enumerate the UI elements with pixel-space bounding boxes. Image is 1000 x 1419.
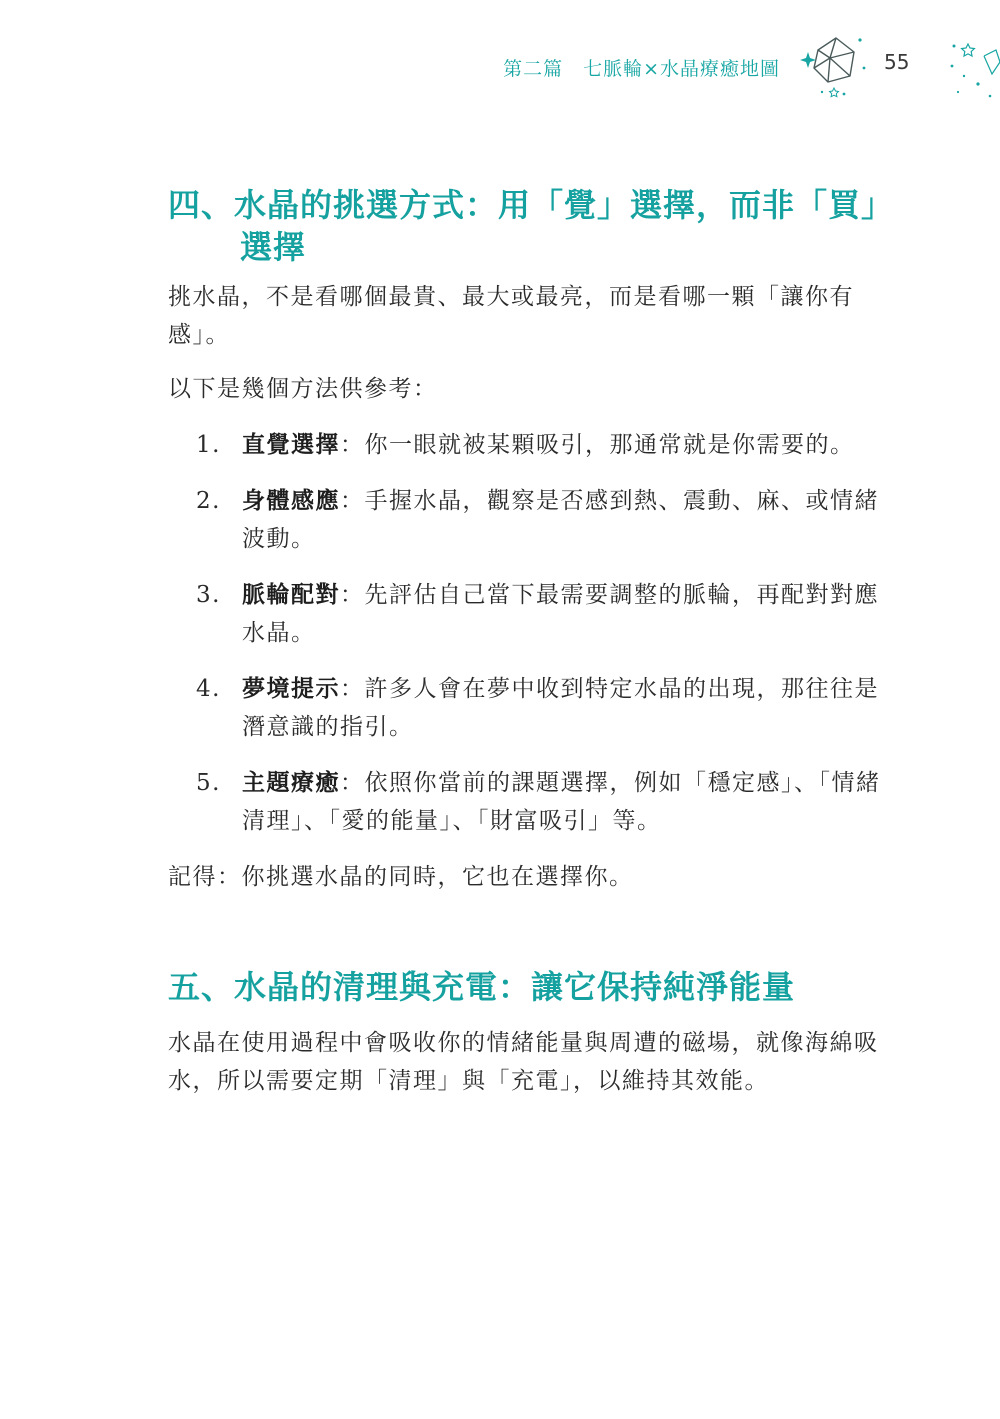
- section-5-heading: 五、水晶的清理與充電：讓它保持純淨能量: [168, 968, 796, 1006]
- method-term: 主題療癒: [242, 769, 340, 796]
- section-4-heading-line2: 選擇: [240, 228, 307, 266]
- method-item: [168, 764, 896, 840]
- running-header-title: 第二篇 七脈輪×水晶療癒地圖: [503, 58, 780, 80]
- method-term: 直覺選擇: [242, 431, 340, 458]
- section-4-intro: 挑水晶，不是看哪個最貴、最大或最亮，而是看哪一顆「讓你有感」。: [168, 284, 854, 348]
- method-description: ：手握水晶，觀察是否感到熱、震動、麻、或情緒波動。: [242, 488, 879, 552]
- star-constellation-icon: [944, 36, 1000, 102]
- method-number: 3.: [196, 582, 221, 608]
- method-description: ：你一眼就被某顆吸引，那通常就是你需要的。: [340, 432, 855, 458]
- crystal-constellation-icon: [800, 28, 870, 100]
- section-4-lead-in: 以下是幾個方法供參考：: [168, 376, 438, 402]
- method-number: 4.: [196, 676, 221, 702]
- section-4-heading: [168, 184, 908, 268]
- method-description: ：先評估自己當下最需要調整的脈輪，再配對對應水晶。: [242, 582, 879, 646]
- method-description: ：許多人會在夢中收到特定水晶的出現，那往往是潛意識的指引。: [242, 676, 879, 740]
- method-item: [168, 482, 896, 558]
- section-4-heading-line1: 四、水晶的挑選方式：用「覺」選擇，而非「買」: [168, 186, 895, 224]
- method-item: [168, 576, 896, 652]
- method-item: [168, 426, 896, 464]
- section-4-closing: 記得：你挑選水晶的同時，它也在選擇你。: [168, 864, 634, 890]
- page-number: 55: [884, 50, 910, 74]
- method-list: [168, 426, 896, 858]
- method-term: 夢境提示: [242, 675, 340, 702]
- method-item: [168, 670, 896, 746]
- method-number: 5.: [196, 770, 221, 796]
- method-description: ：依照你當前的課題選擇，例如「穩定感」、「情緒清理」、「愛的能量」、「財富吸引」等。: [242, 770, 881, 834]
- method-number: 1.: [196, 432, 221, 458]
- method-number: 2.: [196, 488, 221, 514]
- method-term: 脈輪配對: [242, 581, 340, 608]
- method-term: 身體感應: [242, 487, 340, 514]
- section-5-intro: 水晶在使用過程中會吸收你的情緒能量與周遭的磁場，就像海綿吸水，所以需要定期「清理」與「充電」，以維持其效能。: [168, 1030, 879, 1094]
